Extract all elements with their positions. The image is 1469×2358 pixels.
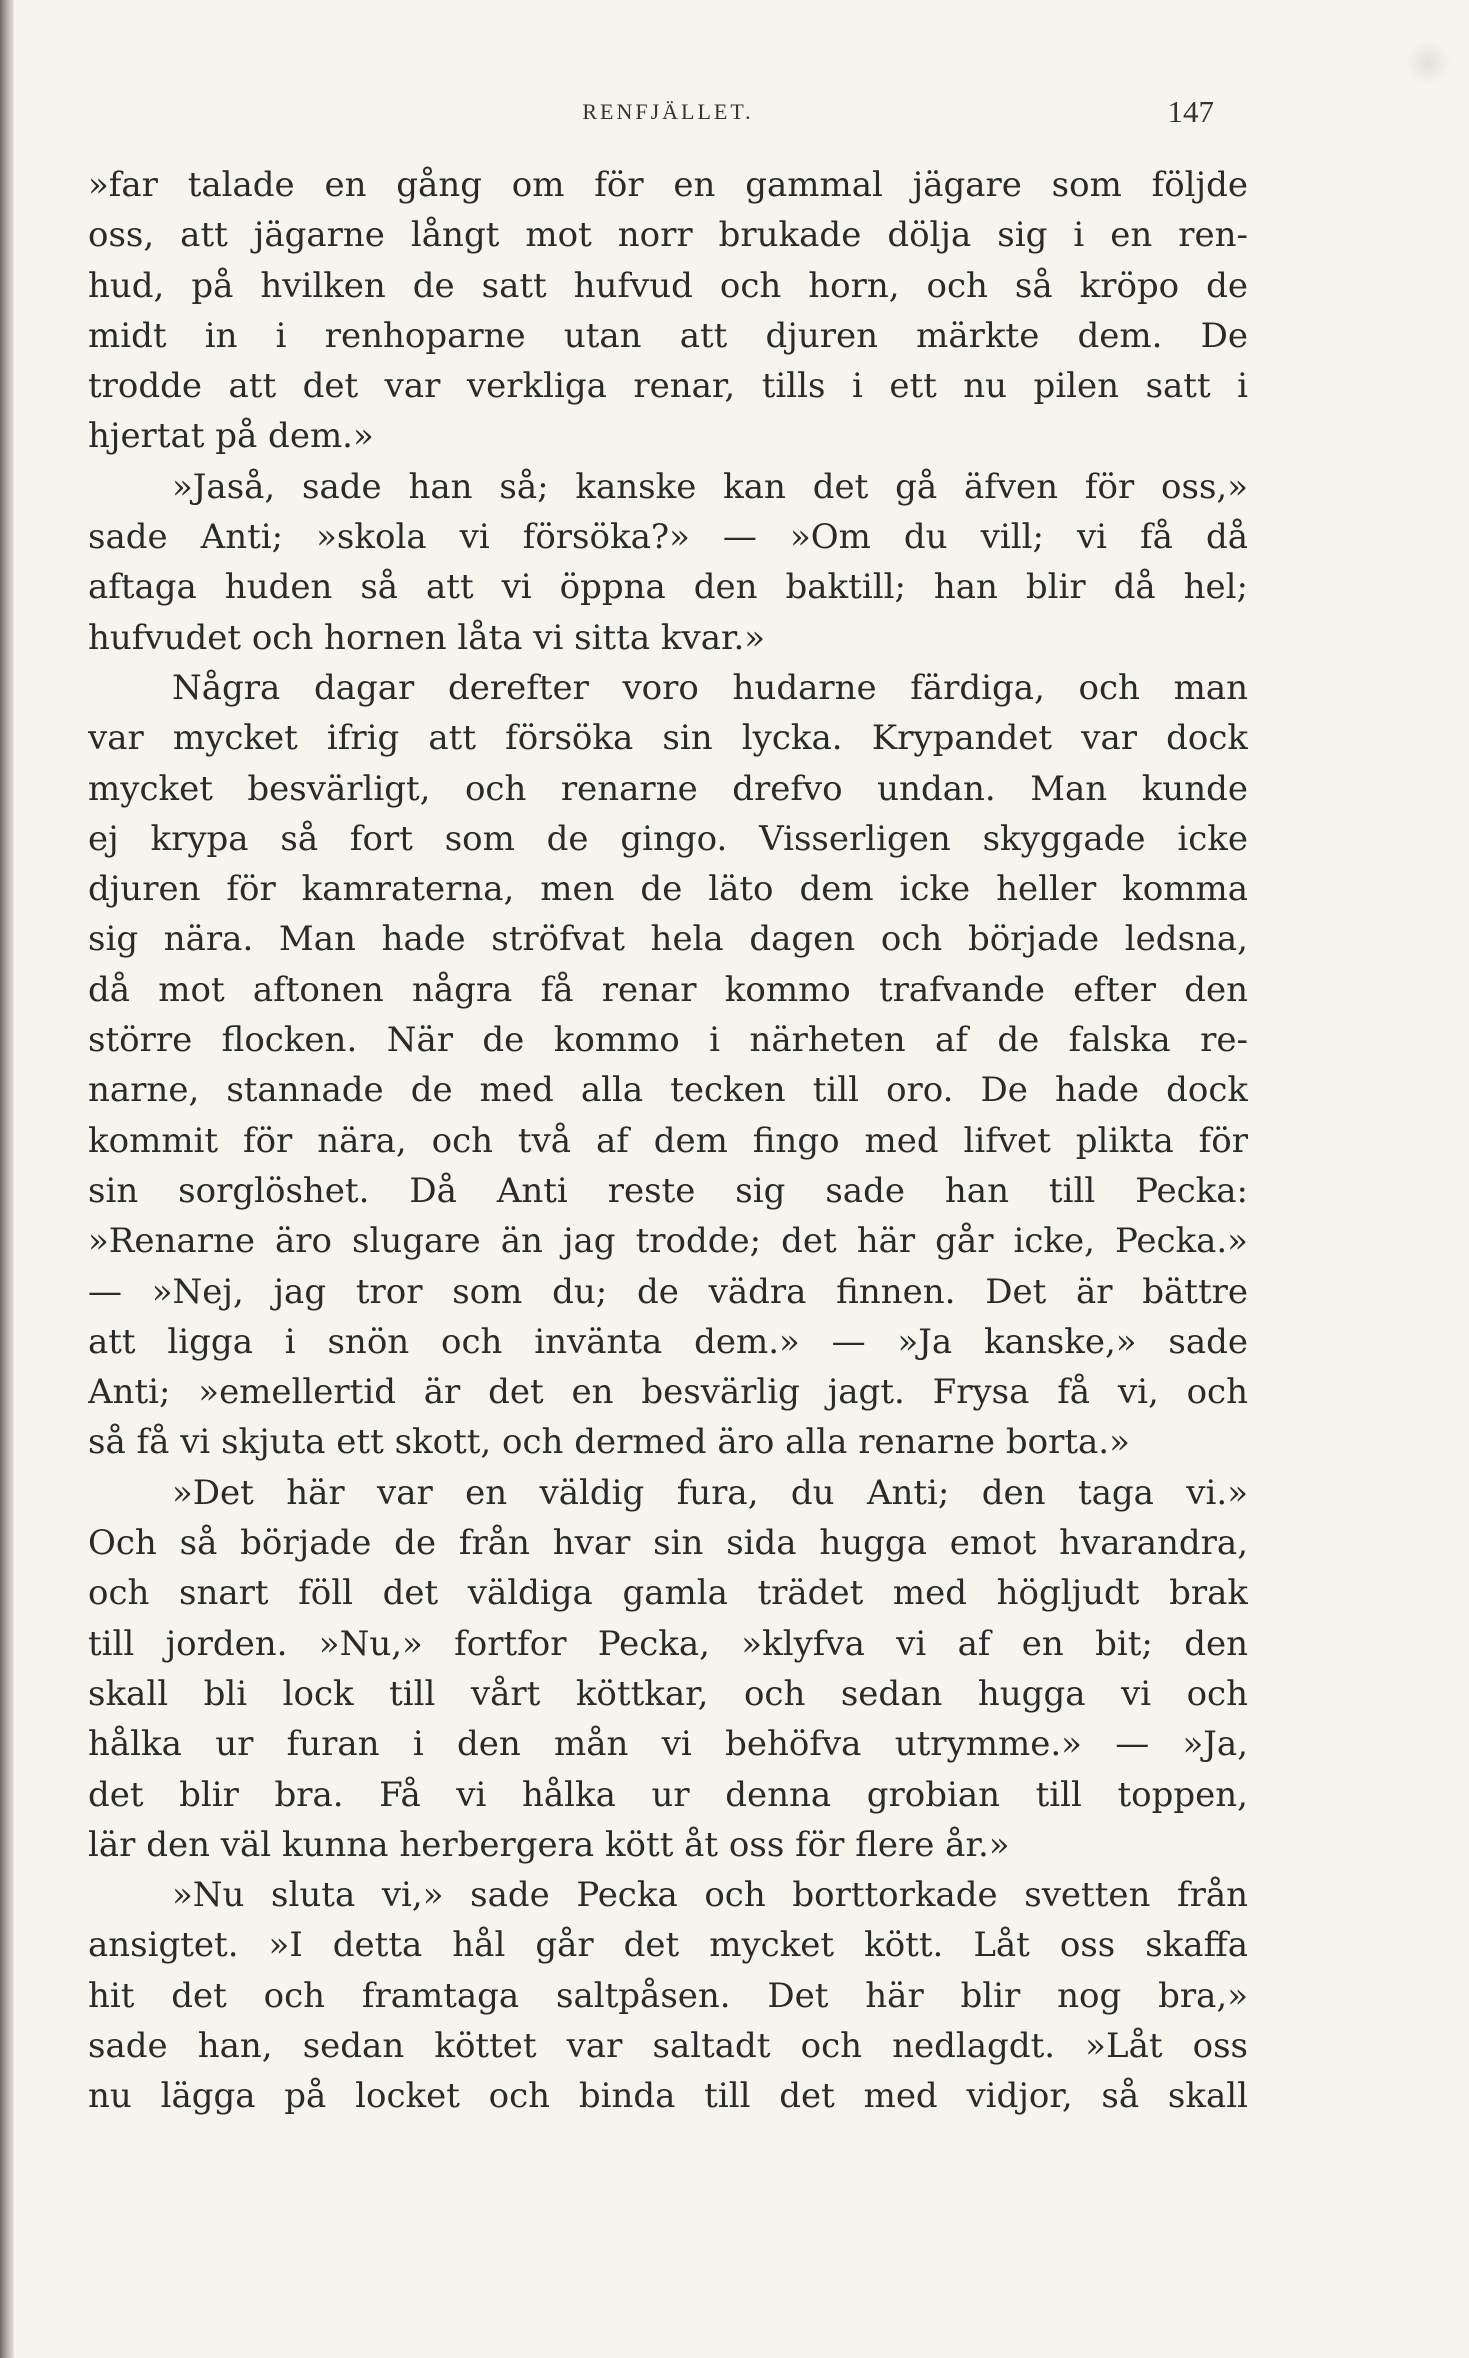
text-line: — »Nej, jag tror som du; de vädra finnen. Det är bättre (88, 1271, 1248, 1312)
text-line: sade Anti; »skola vi försöka?» — »Om du vill; vi få då (88, 517, 1248, 558)
text-line: var mycket ifrig att försöka sin lycka. Krypandet var dock (88, 718, 1248, 759)
text-line: »Det här var en väldig fura, du Anti; den taga vi.» (172, 1472, 1248, 1513)
text-line: mycket besvärligt, och renarne drefvo undan. Man kunde (88, 768, 1248, 809)
text-line: hjertat på dem.» (88, 416, 374, 457)
running-header (88, 92, 1248, 132)
text-line: sade han, sedan köttet var saltadt och nedlagdt. »Låt oss (88, 2025, 1248, 2066)
paper-stain (1405, 40, 1451, 86)
text-line: lär den väl kunna herbergera kött åt oss för flere år.» (88, 1824, 1010, 1865)
text-line: Och så började de från hvar sin sida hugga emot hvarandra, (88, 1523, 1248, 1564)
binding-edge (0, 0, 14, 2358)
text-line: aftaga huden så att vi öppna den baktill; han blir då hel; (88, 567, 1248, 608)
page-number: 147 (1167, 94, 1214, 129)
text-line: hud, på hvilken de satt hufvud och horn, och så kröpo de (88, 265, 1248, 306)
text-line: midt in i renhoparne utan att djuren märkte dem. De (88, 315, 1248, 356)
text-line: så få vi skjuta ett skott, och dermed äro alla renarne borta.» (88, 1422, 1130, 1463)
text-line: hufvudet och hornen låta vi sitta kvar.» (88, 617, 766, 658)
text-line: narne, stannade de med alla tecken till oro. De hade dock (88, 1070, 1248, 1111)
text-line: sin sorglöshet. Då Anti reste sig sade han till Pecka: (88, 1170, 1248, 1211)
text-line: »Jaså, sade han så; kanske kan det gå äfven för oss,» (172, 466, 1248, 507)
text-line: »far talade en gång om för en gammal jägare som följde (88, 165, 1248, 205)
text-line: Några dagar derefter voro hudarne färdiga, och man (172, 667, 1248, 708)
running-title: RENFJÄLLET. (582, 99, 754, 124)
text-line: djuren för kamraterna, men de läto dem icke heller komma (88, 869, 1248, 910)
text-line: sig nära. Man hade ströfvat hela dagen och började ledsna, (88, 919, 1248, 960)
text-line: ansigtet. »I detta hål går det mycket kött. Låt oss skaffa (88, 1925, 1248, 1966)
text-line: hålka ur furan i den mån vi behöfva utrymme.» — »Ja, (88, 1724, 1248, 1765)
text-line: skall bli lock till vårt köttkar, och sedan hugga vi och (88, 1673, 1248, 1714)
text-line: oss, att jägarne långt mot norr brukade dölja sig i en ren- (88, 215, 1248, 256)
text-line: ej krypa så fort som de gingo. Visserligen skyggade icke (88, 818, 1248, 859)
text-line: större flocken. När de kommo i närheten af de falska re- (88, 1020, 1248, 1061)
text-line: Anti; »emellertid är det en besvärlig jagt. Frysa få vi, och (88, 1372, 1248, 1413)
text-line: »Nu sluta vi,» sade Pecka och borttorkade svetten från (172, 1875, 1248, 1916)
text-line: hit det och framtaga saltpåsen. Det här blir nog bra,» (88, 1975, 1248, 2016)
text-line: nu lägga på locket och binda till det med vidjor, så skall (88, 2076, 1248, 2117)
text-line: kommit för nära, och två af dem fingo med lifvet plikta för (88, 1120, 1248, 1161)
text-line: det blir bra. Få vi hålka ur denna grobian till toppen, (88, 1774, 1248, 1815)
text-line: »Renarne äro slugare än jag trodde; det här går icke, Pecka.» (88, 1221, 1248, 1262)
text-line: då mot aftonen några få renar kommo trafvande efter den (88, 969, 1248, 1010)
text-line: att ligga i snön och invänta dem.» — »Ja kanske,» sade (88, 1321, 1248, 1362)
text-line: till jorden. »Nu,» fortfor Pecka, »klyfva vi af en bit; den (88, 1623, 1248, 1664)
text-line: och snart föll det väldiga gamla trädet med högljudt brak (88, 1573, 1248, 1614)
body-text (88, 160, 1248, 2122)
text-line: trodde att det var verkliga renar, tills i ett nu pilen satt i (88, 366, 1248, 407)
